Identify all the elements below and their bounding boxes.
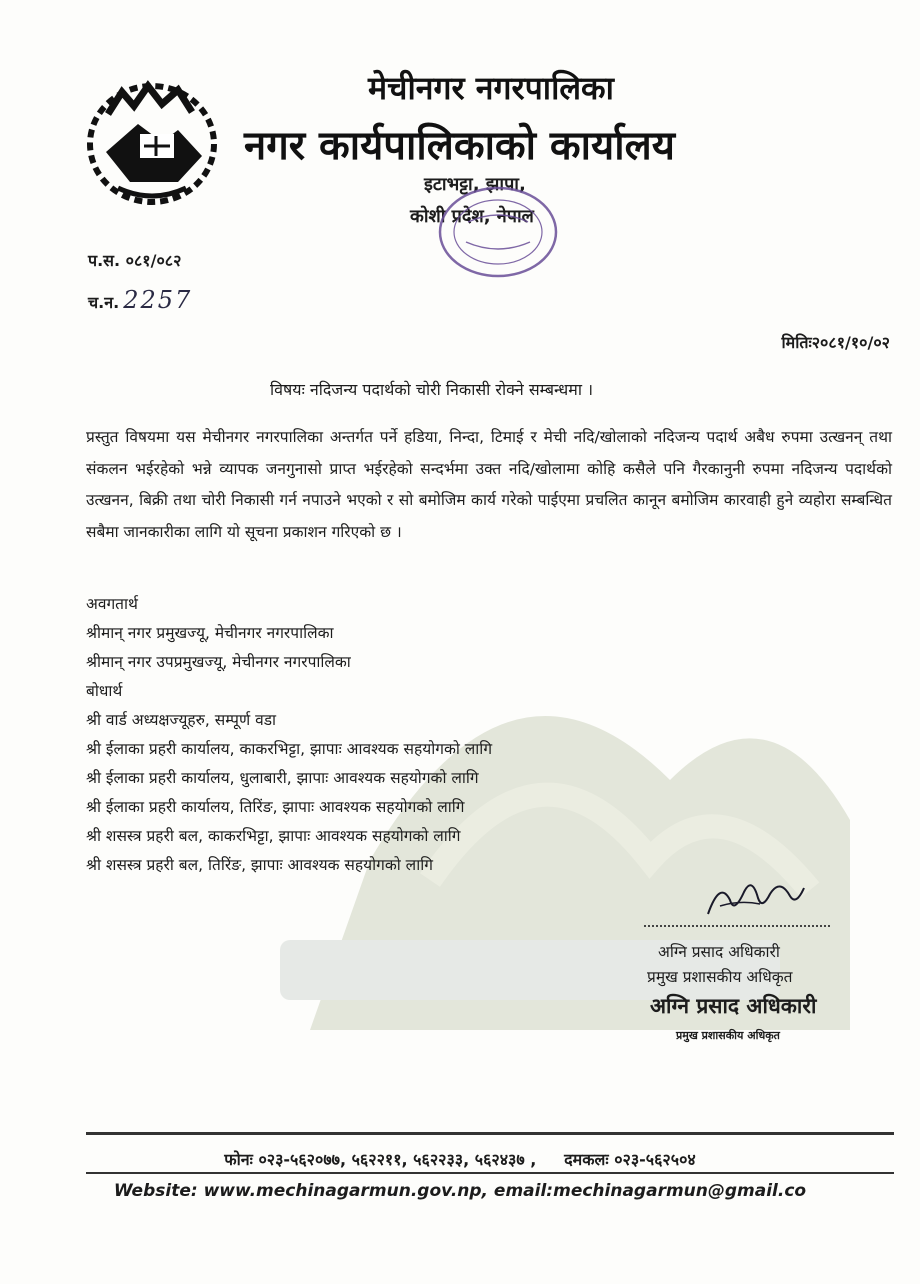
phone-label: फोनः [224,1150,253,1169]
action-recipient: श्री ईलाका प्रहरी कार्यालय, तिरिंङ, झापाः आवश्यक सहयोगको लागि [86,798,465,816]
name-stamp: अग्नि प्रसाद अधिकारी [650,994,817,1018]
footer-divider [86,1132,894,1135]
letter-date: मितिः२०८१/१०/०२ [781,333,890,352]
info-recipient: श्रीमान् नगर प्रमुखज्यू, मेचीनगर नगरपालिका [86,624,334,642]
dispatch-number [88,286,192,314]
address-line-2: कोशी प्रदेश, नेपाल [410,206,534,227]
action-recipient: श्री शसस्त्र प्रहरी बल, तिरिंङ, झापाः आवश्यक सहयोगको लागि [86,856,433,874]
signature-line [644,925,830,927]
fire-label: दमकलः [564,1150,609,1169]
reference-number [88,249,181,271]
government-emblem-icon [78,72,226,212]
contact-phones [0,1148,920,1170]
footer-divider [86,1172,894,1174]
office-seal-stamp [432,182,564,282]
title-stamp: प्रमुख प्रशासकीय अधिकृत [676,1029,780,1042]
info-recipient: श्रीमान् नगर उपप्रमुखज्यू, मेचीनगर नगरपालिका [86,653,351,671]
office-name: नगर कार्यपालिकाको कार्यालय [244,123,675,169]
dispatch-label: च.न. [88,293,120,312]
letter-subject: विषयः नदिजन्य पदार्थको चोरी निकासी रोक्ने सम्बन्धमा । [270,380,594,399]
dispatch-value-handwritten: 2257 [123,286,193,314]
signature [700,870,810,924]
recipient-list [86,590,492,880]
action-recipient: श्री ईलाका प्रहरी कार्यालय, धुलाबारी, झापाः आवश्यक सहयोगको लागि [86,769,479,787]
signatory-name: अग्नि प्रसाद अधिकारी [658,943,780,961]
website-email: Website: www.mechinagarmun.gov.np, email:mechinagarmun@gmail.co [113,1181,807,1201]
municipality-name: मेचीनगर नगरपालिका [368,69,614,107]
reference-value: ०८१/०८२ [125,251,182,270]
info-heading: अवगतार्थ [86,595,138,613]
reference-label: प.स. [88,251,121,270]
action-recipient: श्री वार्ड अध्यक्षज्यूहरु, सम्पूर्ण वडा [86,711,277,729]
signatory-title: प्रमुख प्रशासकीय अधिकृत [647,968,793,986]
address-line-1: इटाभट्टा, झापा, [424,174,526,195]
letter-body: प्रस्तुत विषयमा यस मेचीनगर नगरपालिका अन्तर्गत पर्ने हडिया, निन्दा, टिमाई र मेची नदि/खोलाको नदिजन्य पदार्थ अबैध रुपमा उत्खनन् तथा संकलन भईरहेको भन्ने व्यापक जनगुनासो प्राप्त भईरहेको सन्दर्भमा उक्त नदि/खोलामा कोहि कसैले पनि गैरकानुनी रुपमा नदिजन्य पदार्थको उत्खनन, बिक्री तथा चोरी निकासी गर्न नपाउने भएको र सो बमोजिम कार्य गरेको पाईएमा प्रचलित कानून बमोजिम कारवाही हुने व्यहोरा सम्बन्धित सबैमा जानकारीका लागि यो सूचना प्रकाशन गरिएको छ । [86,428,892,541]
phone-numbers: ०२३-५६२०७७, ५६२२११, ५६२२३३, ५६२४३७ , [258,1150,537,1169]
action-recipient: श्री शसस्त्र प्रहरी बल, काकरभिट्टा, झापाः आवश्यक सहयोगको लागि [86,827,461,845]
fire-number: ०२३-५६२५०४ [614,1150,696,1169]
action-heading: बोधार्थ [86,682,123,700]
action-recipient: श्री ईलाका प्रहरी कार्यालय, काकरभिट्टा, झापाः आवश्यक सहयोगको लागि [86,740,493,758]
